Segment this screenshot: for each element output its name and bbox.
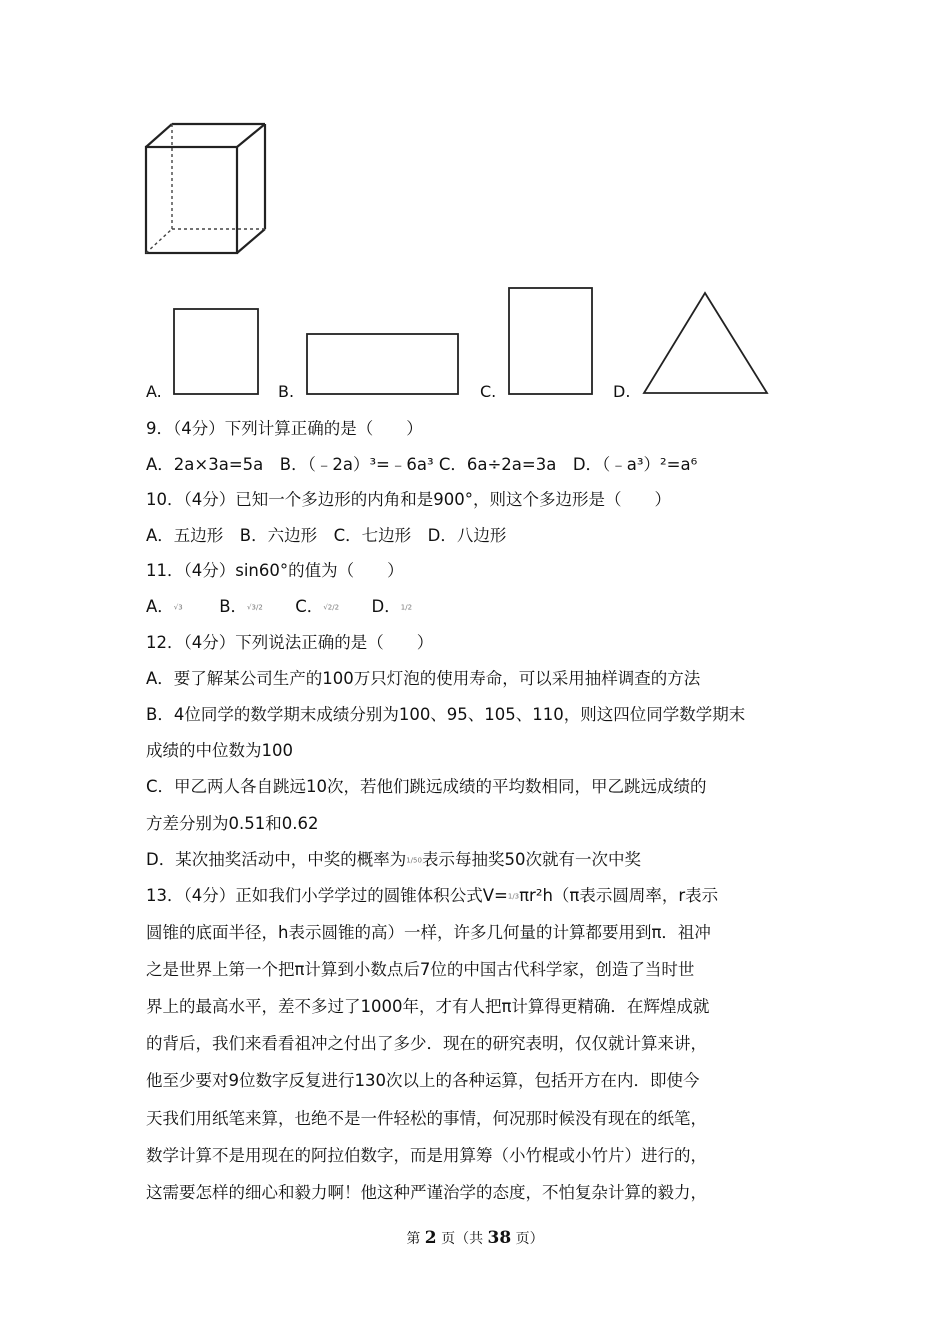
- q11-option-d-label: D．: [371, 597, 401, 616]
- q11-stem: 11．（4分）sin60°的值为（ ）: [146, 561, 404, 580]
- q12-option-d-fraction: 1/50: [406, 856, 422, 865]
- page-footer: [0, 1228, 950, 1248]
- q13-line-5: 的背后，我们来看看祖冲之付出了多少．现在的研究表明，仅仅就计算来讲，: [146, 1034, 707, 1053]
- q11-option-a-label: A．: [146, 597, 174, 616]
- q12-option-a: A．要了解某公司生产的100万只灯泡的使用寿命，可以采用抽样调查的方法: [146, 669, 701, 688]
- q9-options: A．2a×3a=5a B．（﹣2a）³=﹣6a³ C．6a÷2a=3a D．（﹣a³）²=a⁶: [146, 455, 698, 474]
- q12-option-d-pre: D．某次抽奖活动中，中奖的概率为: [146, 850, 407, 869]
- q13-line-7: 天我们用纸笔来算，也绝不是一件轻松的事情，何况那时候没有现在的纸笔，: [146, 1109, 707, 1128]
- q11-option-b-value: √3/2: [247, 603, 263, 612]
- q13-line-1-post: πr²h（π表示圆周率，r表示: [519, 886, 719, 905]
- q12-option-b-line2: 成绩的中位数为100: [146, 741, 293, 760]
- q12-option-b-line1: B．4位同学的数学期末成绩分别为100、95、105、110，则这四位同学数学期末: [146, 705, 746, 724]
- q13-line-2: 圆锥的底面半径，h表示圆锥的高）一样，许多几何量的计算都要用到π．祖冲: [146, 923, 711, 942]
- footer-prefix: 第: [406, 1231, 421, 1247]
- q11-option-a-value: √3: [173, 603, 183, 612]
- q12-option-d-post: 表示每抽奖50次就有一次中奖: [421, 850, 641, 869]
- q13-line-1-pre: 13．（4分）正如我们小学学过的圆锥体积公式V=: [146, 886, 508, 905]
- q12-option-c-line2: 方差分别为0.51和0.62: [146, 814, 319, 833]
- q13-line-3: 之是世界上第一个把π计算到小数点后7位的中国古代科学家，创造了当时世: [146, 960, 695, 979]
- q10-options: A．五边形 B．六边形 C．七边形 D．八边形: [146, 526, 507, 545]
- q11-option-d-value: 1/2: [400, 603, 413, 612]
- q9-stem: 9．（4分）下列计算正确的是（ ）: [146, 419, 423, 438]
- q13-line-4: 界上的最高水平，差不多过了1000年，才有人把π计算得更精确．在辉煌成就: [146, 997, 710, 1016]
- q8-option-a-label: A.: [146, 382, 162, 401]
- q8-option-b-label: B.: [278, 382, 295, 401]
- q12-option-c-line1: C．甲乙两人各自跳远10次，若他们跳远成绩的平均数相同，甲乙跳远成绩的: [146, 777, 707, 796]
- q13-fraction: 1/3: [507, 892, 520, 901]
- footer-middle: 页（共: [441, 1231, 484, 1247]
- q13-line-9: 这需要怎样的细心和毅力啊！他这种严谨治学的态度，不怕复杂计算的毅力，: [146, 1183, 707, 1202]
- q12-stem: 12．（4分）下列说法正确的是（ ）: [146, 633, 434, 652]
- q11-options: [146, 596, 412, 619]
- q13-line-6: 他至少要对9位数字反复进行130次以上的各种运算，包括开方在内．即使今: [146, 1071, 700, 1090]
- footer-total-pages: 38: [487, 1228, 512, 1248]
- q8-option-c-label: C.: [480, 382, 497, 401]
- q12-option-d: [146, 849, 641, 872]
- q13-line-8: 数学计算不是用现在的阿拉伯数字，而是用算筹（小竹棍或小竹片）进行的，: [146, 1146, 707, 1165]
- q11-option-c-label: C．: [295, 597, 324, 616]
- footer-suffix: 页）: [515, 1231, 544, 1247]
- q13-line-1: [146, 885, 718, 908]
- footer-page-number: 2: [424, 1228, 437, 1248]
- q8-option-d-label: D.: [613, 382, 631, 401]
- q11-option-b-label: B．: [219, 597, 248, 616]
- q10-stem: 10．（4分）已知一个多边形的内角和是900°，则这个多边形是（ ）: [146, 490, 671, 509]
- q11-option-c-value: √2/2: [323, 603, 340, 612]
